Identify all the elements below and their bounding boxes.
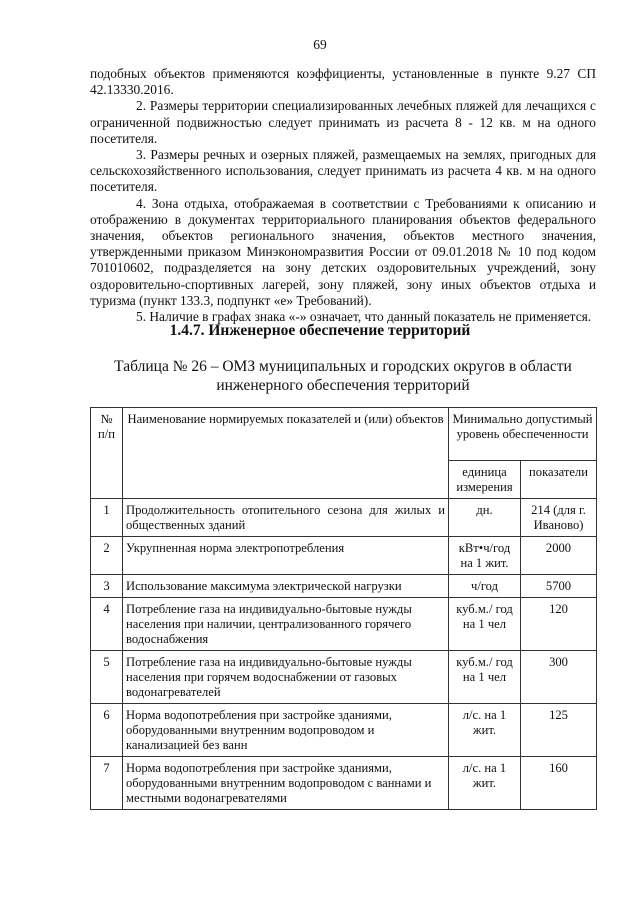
table-row	[91, 537, 597, 575]
table-row	[91, 575, 597, 598]
row-name: Потребление газа на индивидуально-бытовые нужды населения при горячем водоснабжении от газовых водонагревателей	[123, 651, 449, 704]
paragraph-note-4: 4. Зона отдыха, отображаемая в соответствии с Требованиями к описанию и отображению в документах территориального планирования объектов федерального значения, объектов регионального значения, объектов местного значения, утвержденными приказом Минэкономразвития России от 09.01.2018 № 10 под кодом 701010602, подразделяется на зону детских оздоровительных учреждений, зону оздоровительно-спортивных лагерей, зону пляжей, зону иных объектов отдыха и туризма (пункт 133.3, подпункт «е» Требований).	[90, 195, 596, 308]
page-number: 69	[313, 37, 327, 52]
row-num: 2	[91, 537, 123, 575]
paragraph-note-3: 3. Размеры речных и озерных пляжей, размещаемых на землях, пригодных для сельскохозяйственного использования, следует принимать из расчета 4 кв. м на одного посетителя.	[90, 147, 596, 195]
row-name: Норма водопотребления при застройке зданиями, оборудованными внутренним водопроводом и канализацией без ванн	[123, 704, 449, 757]
table-row	[91, 757, 597, 810]
paragraph-note-5: 5. Наличие в графах знака «-» означает, что данный показатель не применяется.	[136, 309, 592, 325]
row-unit: куб.м./ год на 1 чел	[449, 598, 521, 651]
header-level: Минимально допустимый уровень обеспеченности	[449, 408, 597, 461]
row-value: 160	[521, 757, 597, 810]
table-header-row	[91, 408, 597, 461]
paragraph-continuation: подобных объектов применяются коэффициенты, установленные в пункте 9.27 СП 42.13330.2016.	[90, 66, 596, 98]
row-name: Укрупненная норма электропотребления	[123, 537, 449, 575]
row-value: 125	[521, 704, 597, 757]
row-value: 120	[521, 598, 597, 651]
row-name: Использование максимума электрической нагрузки	[123, 575, 449, 598]
row-unit: куб.м./ год на 1 чел	[449, 651, 521, 704]
row-unit: дн.	[449, 499, 521, 537]
row-num: 3	[91, 575, 123, 598]
table-row	[91, 704, 597, 757]
row-value: 5700	[521, 575, 597, 598]
row-num: 5	[91, 651, 123, 704]
row-num: 1	[91, 499, 123, 537]
row-num: 7	[91, 757, 123, 810]
row-num: 4	[91, 598, 123, 651]
body-text	[90, 66, 596, 325]
table-row	[91, 598, 597, 651]
engineering-norms-table	[90, 407, 597, 810]
header-num: № п/п	[91, 408, 123, 499]
row-value: 2000	[521, 537, 597, 575]
table-caption	[90, 358, 596, 395]
header-unit: единица измерения	[449, 461, 521, 499]
table-caption-line-2: инженерного обеспечения территорий	[216, 376, 470, 394]
header-value: показатели	[521, 461, 597, 499]
row-unit: л/с. на 1 жит.	[449, 757, 521, 810]
row-unit: ч/год	[449, 575, 521, 598]
row-value: 214 (для г. Иваново)	[521, 499, 597, 537]
row-num: 6	[91, 704, 123, 757]
table-row	[91, 499, 597, 537]
header-name: Наименование нормируемых показателей и (или) объектов	[123, 408, 449, 499]
row-unit: кВт•ч/год на 1 жит.	[449, 537, 521, 575]
row-unit: л/с. на 1 жит.	[449, 704, 521, 757]
table-caption-line-1: Таблица № 26 – ОМЗ муниципальных и городских округов в области	[114, 358, 572, 375]
section-heading: 1.4.7. Инженерное обеспечение территорий	[169, 322, 471, 339]
row-name: Потребление газа на индивидуально-бытовые нужды населения при наличии, централизованного горячего водоснабжения	[123, 598, 449, 651]
row-value: 300	[521, 651, 597, 704]
paragraph-note-2: 2. Размеры территории специализированных лечебных пляжей для лечащихся с ограниченной подвижностью следует принимать из расчета 8 - 12 кв. м на одного посетителя.	[90, 98, 596, 146]
table-row	[91, 651, 597, 704]
row-name: Продолжительность отопительного сезона для жилых и общественных зданий	[123, 499, 449, 537]
row-name: Норма водопотребления при застройке зданиями, оборудованными внутренним водопроводом с ваннами и местными водонагревателями	[123, 757, 449, 810]
